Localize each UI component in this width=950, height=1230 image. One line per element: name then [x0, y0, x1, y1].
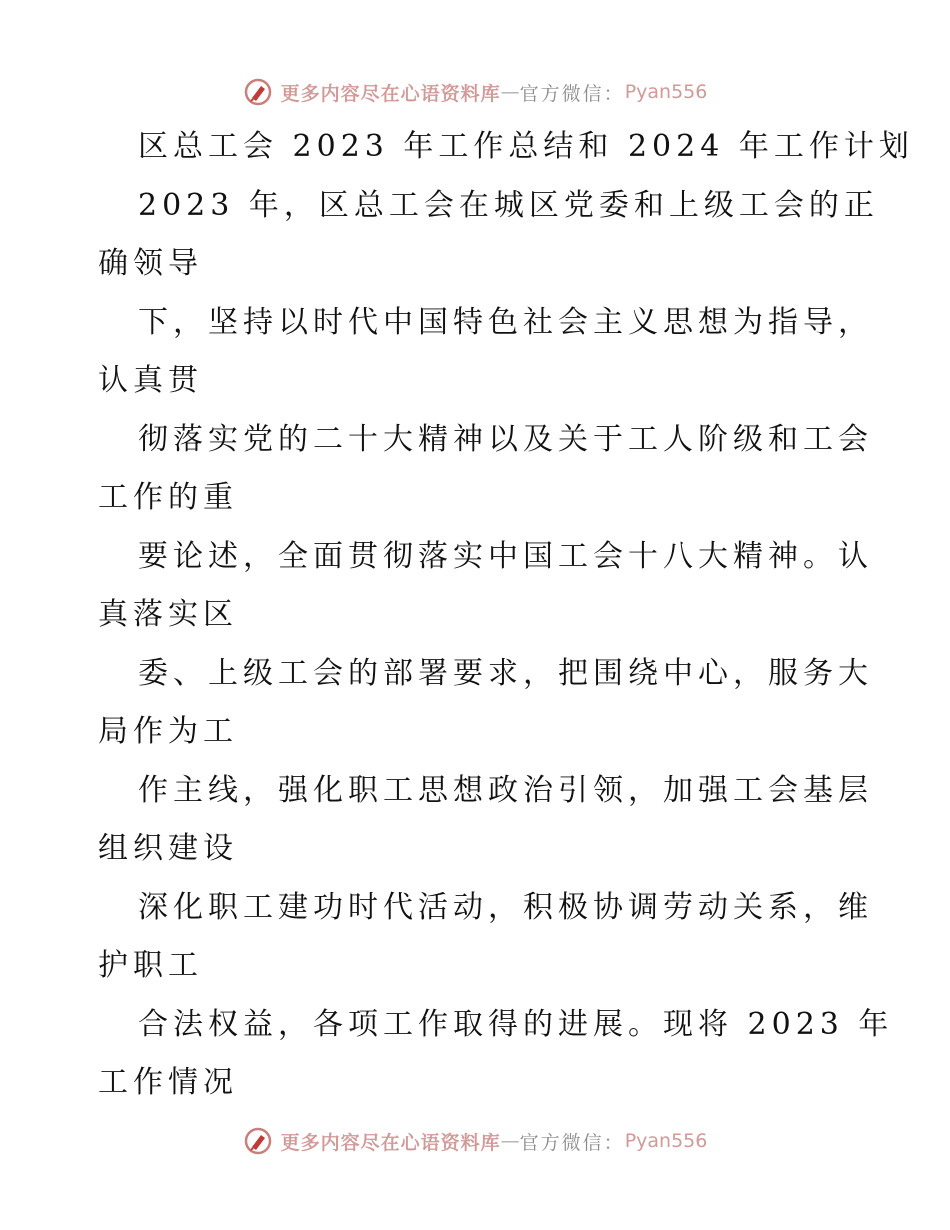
document-title: 区总工会 2023 年工作总结和 2024 年工作计划: [138, 129, 914, 164]
watermark-separator: —: [500, 81, 520, 103]
watermark-wechat-label: 官方微信：: [519, 1131, 625, 1154]
paragraph-line: 委、上级工会的部署要求，把围绕中心，服务大: [138, 656, 873, 691]
pen-nib-circle-icon: [243, 77, 273, 107]
footer-watermark: [0, 1121, 950, 1161]
paragraph-line: 深化职工建功时代活动，积极协调劳动关系，维: [138, 890, 873, 925]
paragraph-line: 工作情况: [98, 1065, 238, 1100]
paragraph-line: 组织建设: [98, 831, 238, 866]
paragraph-line: 合法权益，各项工作取得的进展。现将 2023 年: [138, 1007, 894, 1042]
paragraph-line: 下，坚持以时代中国特色社会主义思想为指导，: [138, 305, 873, 340]
pen-nib-circle-icon: [243, 1126, 273, 1156]
paragraph-line: 2023 年，区总工会在城区党委和上级工会的正: [138, 188, 879, 223]
watermark-wechat-id: Pyan556: [624, 81, 708, 103]
paragraph-line: 要论述，全面贯彻落实中国工会十八大精神。认: [138, 539, 873, 574]
paragraph-line: 认真贯: [98, 363, 203, 398]
watermark-wechat-label: 官方微信：: [519, 82, 625, 105]
paragraph-line: 护职工: [98, 948, 203, 983]
paragraph-line: 作主线，强化职工思想政治引领，加强工会基层: [138, 773, 873, 808]
watermark-wechat-id: Pyan556: [624, 1130, 708, 1152]
watermark-separator: —: [500, 1130, 520, 1152]
watermark-main-text: 更多内容尽在心语资料库: [280, 82, 501, 105]
paragraph-line: 确领导: [98, 246, 203, 281]
watermark-main-text: 更多内容尽在心语资料库: [280, 1131, 501, 1154]
paragraph-line: 真落实区: [98, 597, 238, 632]
paragraph-line: 工作的重: [98, 480, 238, 515]
header-watermark: [0, 72, 950, 112]
paragraph-line: 局作为工: [98, 714, 238, 749]
paragraph-line: 彻落实党的二十大精神以及关于工人阶级和工会: [138, 422, 873, 457]
